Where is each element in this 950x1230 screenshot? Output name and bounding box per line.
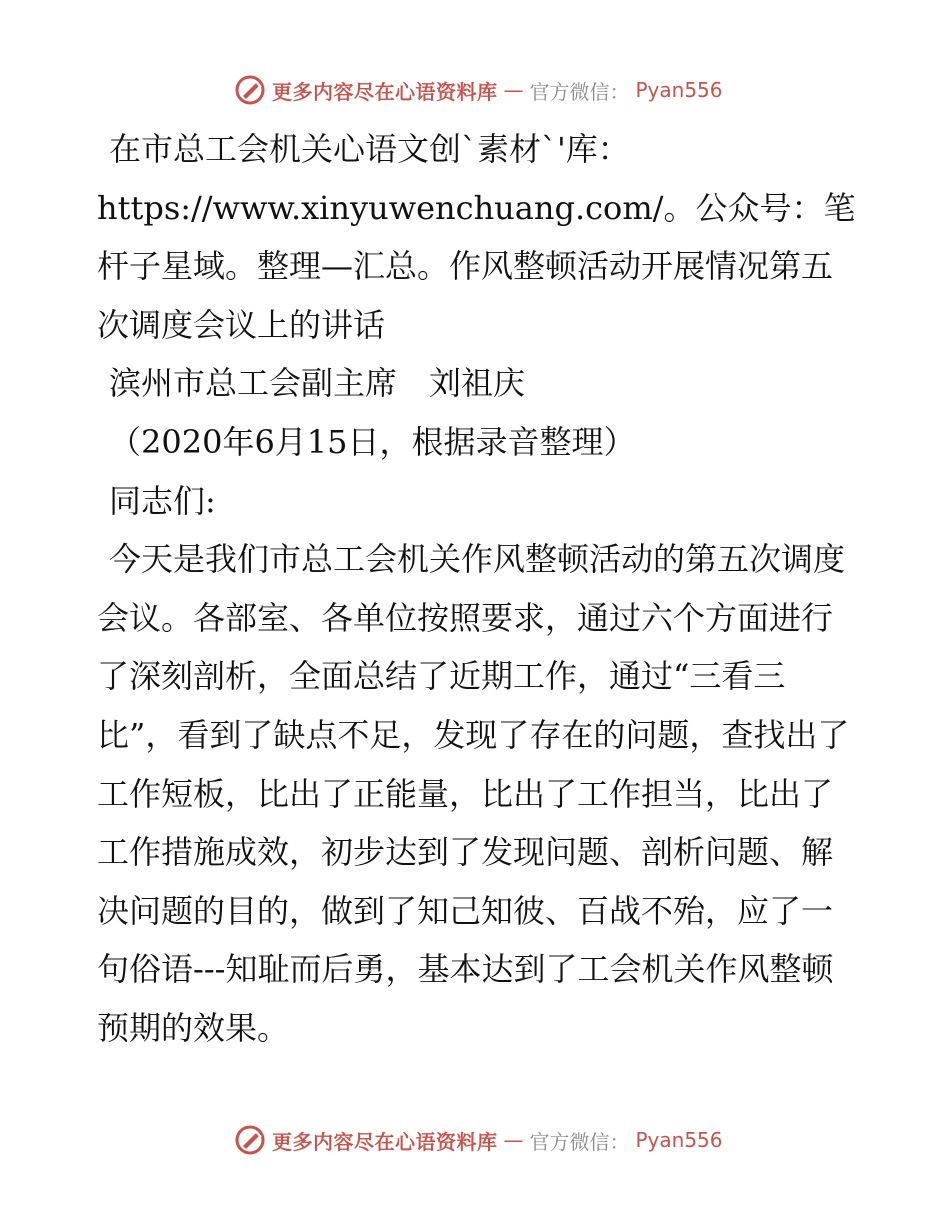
quill-logo-icon <box>234 74 266 106</box>
footer-watermark <box>234 1124 723 1156</box>
watermark-brand: 更多内容尽在心语资料库 <box>272 79 498 104</box>
watermark-wechat-id: Pyan556 <box>635 78 723 102</box>
greeting: 同志们: <box>109 481 216 520</box>
watermark-wechat-label: 官方微信： <box>529 79 630 104</box>
watermark-brand: 更多内容尽在心语资料库 <box>272 1129 498 1154</box>
watermark-separator: — <box>503 1128 524 1152</box>
watermark-separator: — <box>503 78 524 102</box>
intro-text: 在市总工会机关心语文创`素材`'库：https://www.xinyuwenchuang.com/。公众号：笔杆子星域。整理—汇总。作风整顿活动开展情况第五次调度会议上的讲话 <box>97 130 856 344</box>
watermark-wechat-label: 官方微信： <box>529 1129 630 1154</box>
watermark-wechat-id: Pyan556 <box>635 1128 723 1152</box>
quill-logo-icon <box>234 1124 266 1156</box>
document-body <box>97 120 857 1058</box>
speech-paragraph: 今天是我们市总工会机关作风整顿活动的第五次调度会议。各部室、各单位按照要求，通过六个方面进行了深刻剖析，全面总结了近期工作，通过“三看三比”，看到了缺点不足，发现了存在的问题，查找出了工作短板，比出了正能量，比出了工作担当，比出了工作措施成效，初步达到了发现问题、剖析问题、解决问题的目的，做到了知己知彼、百战不殆，应了一句俗语---知耻而后勇，基本达到了工会机关作风整顿预期的效果。 <box>97 540 850 1047</box>
date-note: （2020年6月15日，根据录音整理） <box>109 422 636 461</box>
header-watermark <box>234 74 723 106</box>
speaker-byline: 滨州市总工会副主席 刘祖庆 <box>109 364 526 403</box>
